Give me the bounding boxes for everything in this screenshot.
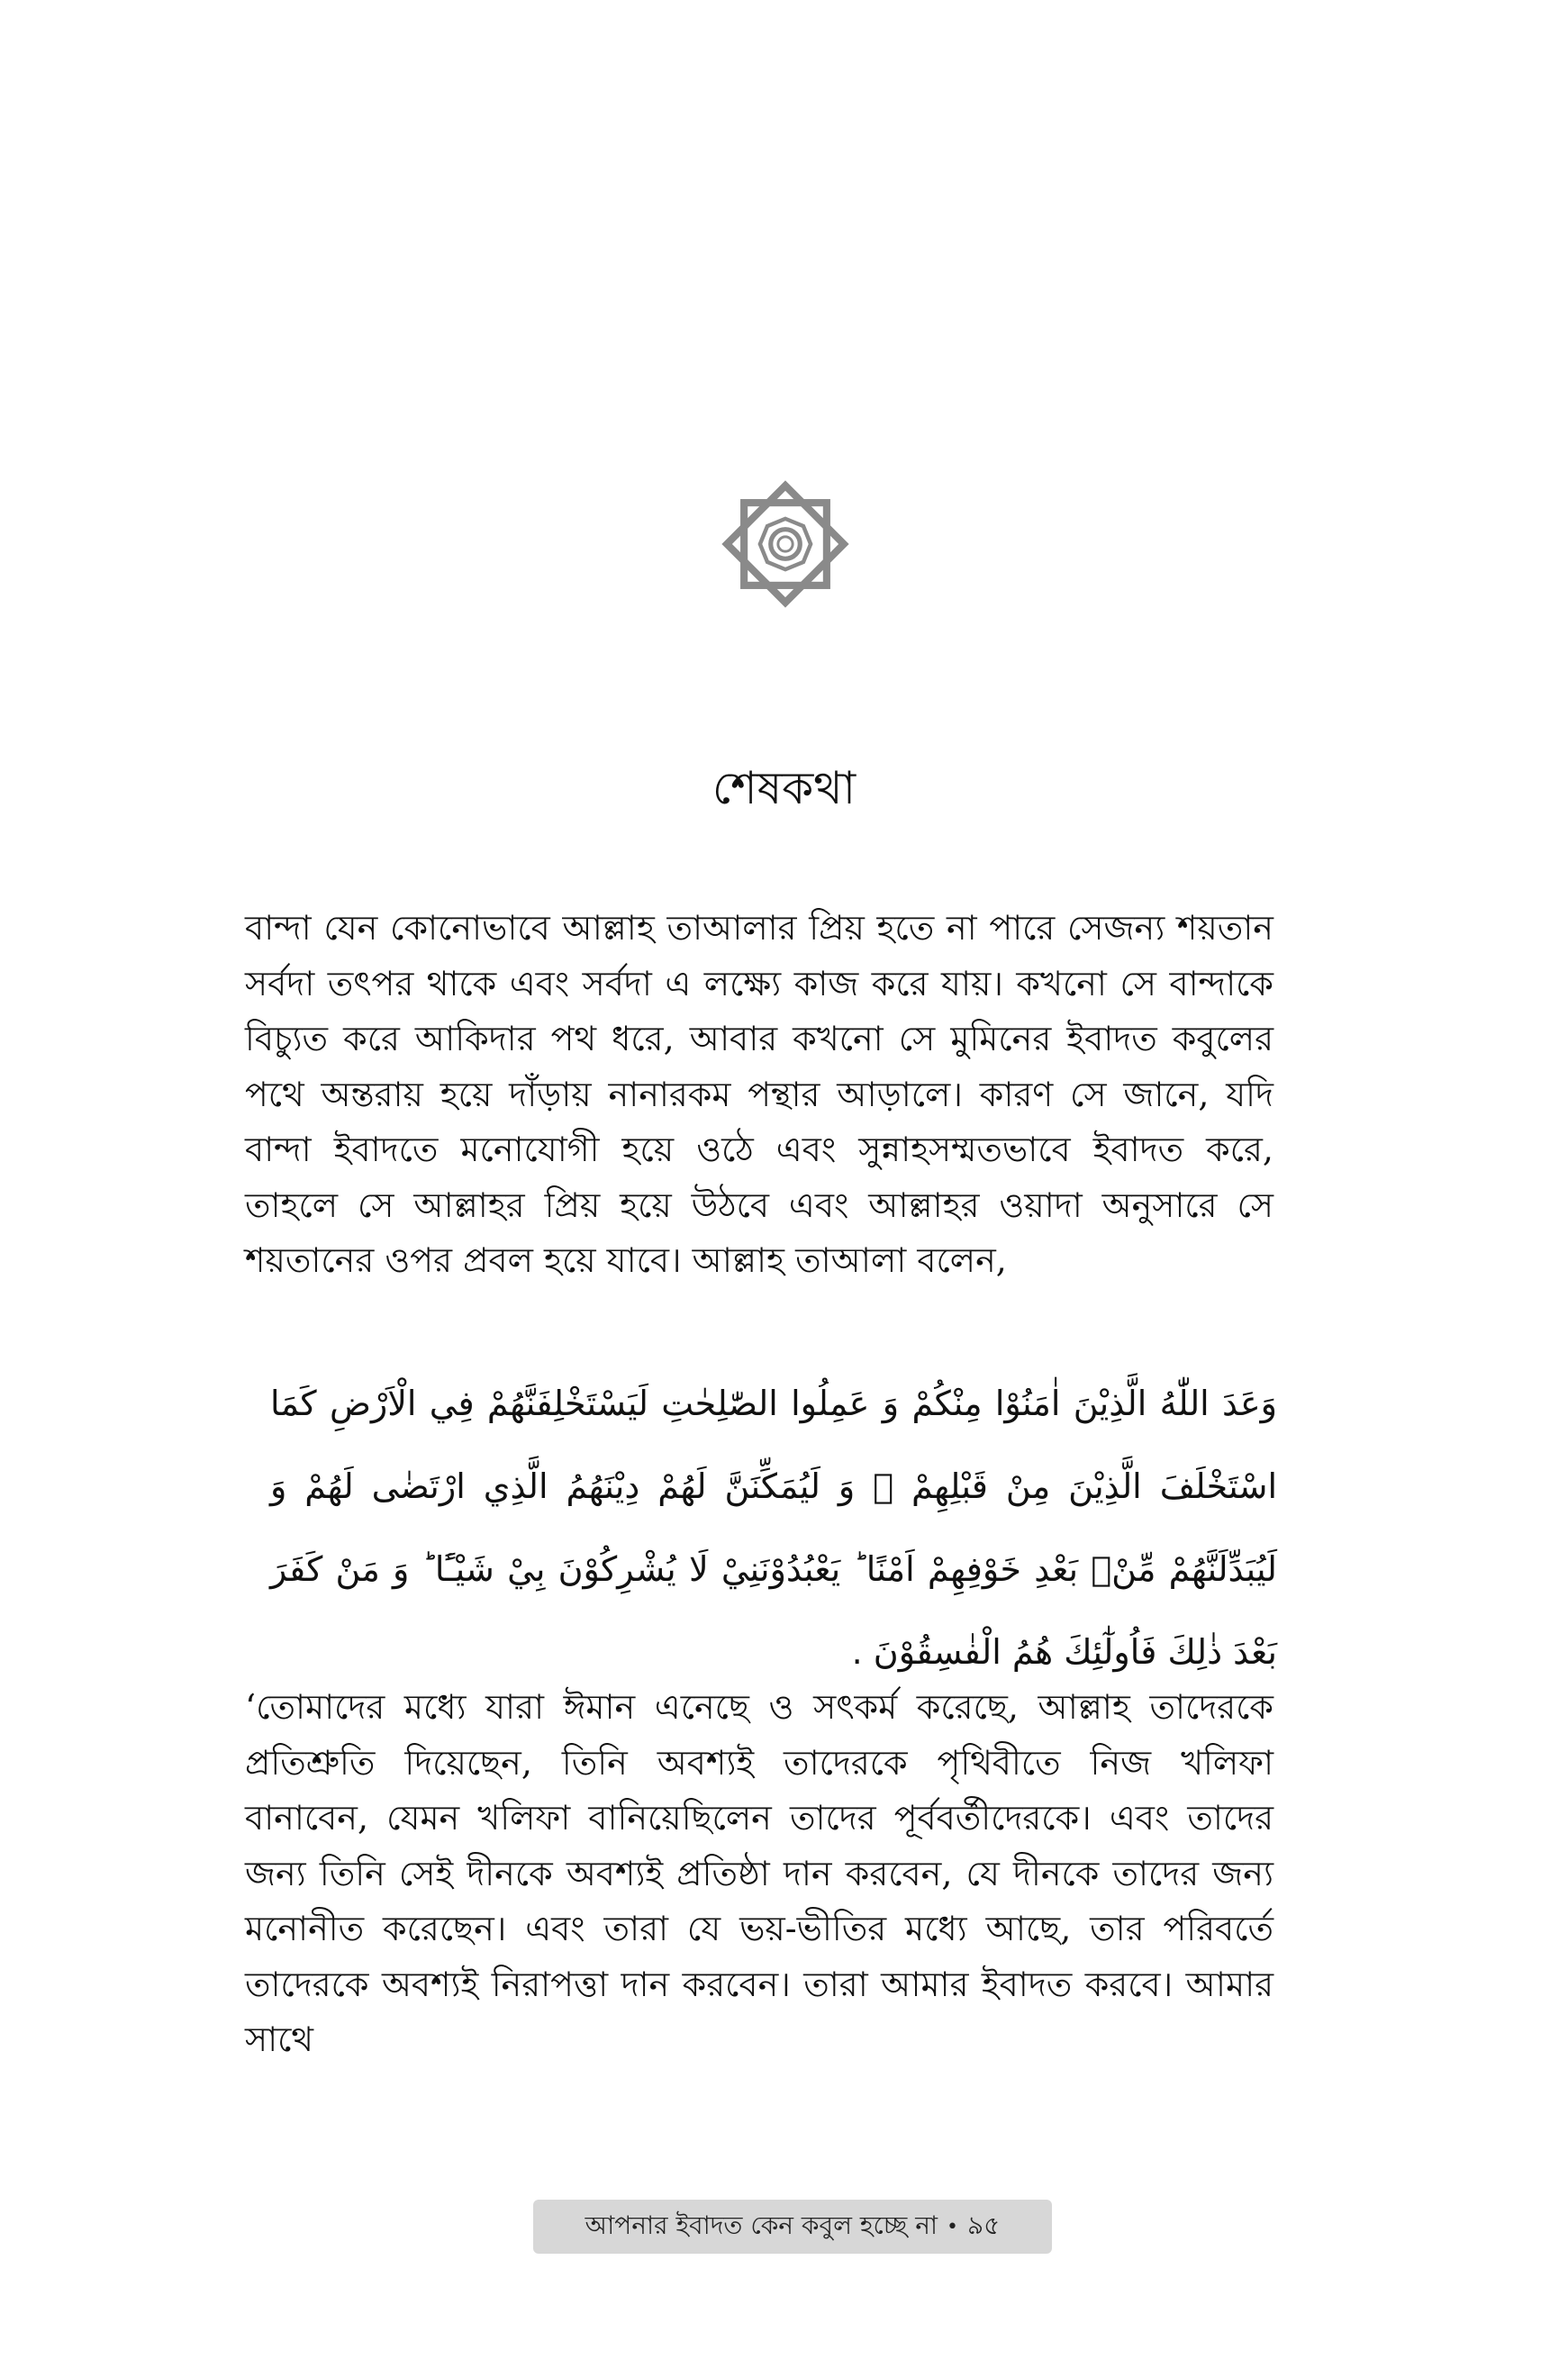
arabic-verse: وَعَدَ اللّٰهُ الَّذِيْنَ اٰمَنُوْا مِنْكُمْ وَ عَمِلُوا الصّٰلِحٰتِ لَيَسْتَخْلِفَنَّهُمْ فِي الْاَرْضِ كَمَا اسْتَخْلَفَ الَّذِيْنَ مِنْ قَبْلِهِمْ ۪ وَ لَيُمَكِّنَنَّ لَهُمْ دِيْنَهُمُ الَّذِي ارْتَضٰى لَهُمْ وَ لَيُبَدِّلَنَّهُمْ مِّنْۢ بَعْدِ خَوْفِهِمْ اَمْنًا ؕ يَعْبُدُوْنَنِيْ لَا يُشْرِكُوْنَ بِيْ شَيْـًٔا ؕ وَ مَنْ كَفَرَ بَعْدَ ذٰلِكَ فَاُولٰٓئِكَ هُمُ الْفٰسِقُوْنَ . <box>270 1384 1277 1672</box>
octagram-ornament-icon <box>719 477 852 611</box>
chapter-title: শেষকথা <box>711 762 857 814</box>
footer-bullet: • <box>947 2215 959 2238</box>
verse-translation-paragraph: ‘তোমাদের মধ্যে যারা ঈমান এনেছে ও সৎকর্ম করেছে, আল্লাহ তাদেরকে প্রতিশ্রুতি দিয়েছেন, তিনি অবশ্যই তাদেরকে পৃথিবীতে নিজ খলিফা বানাবেন, যেমন খলিফা বানিয়েছিলেন তাদের পূর্ববর্তীদেরকে। এবং তাদের জন্য তিনি সেই দীনকে অবশ্যই প্রতিষ্ঠা দান করবেন, যে দীনকে তাদের জন্য মনোনীত করেছেন। এবং তারা যে ভয়-ভীতির মধ্যে আছে, তার পরিবর্তে তাদেরকে অবশ্যই নিরাপত্তা দান করবেন। তারা আমার ইবাদত করবে। আমার সাথে <box>245 1687 1273 2059</box>
page-number: ৯৫ <box>967 2210 1001 2240</box>
footer-book-title: আপনার ইবাদত কেন কবুল হচ্ছে না <box>585 2210 938 2240</box>
page-footer <box>533 2200 1052 2254</box>
body-paragraph: বান্দা যেন কোনোভাবে আল্লাহ তাআলার প্রিয় হতে না পারে সেজন্য শয়তান সর্বদা তৎপর থাকে এবং সর্বদা এ লক্ষ্যে কাজ করে যায়। কখনো সে বান্দাকে বিচ্যুত করে আকিদার পথ ধরে, আবার কখনো সে মুমিনের ইবাদত কবুলের পথে অন্তরায় হয়ে দাঁড়ায় নানারকম পন্থার আড়ালে। কারণ সে জানে, যদি বান্দা ইবাদতে মনোযোগী হয়ে ওঠে এবং সুন্নাহসম্মতভাবে ইবাদত করে, তাহলে সে আল্লাহর প্রিয় হয়ে উঠবে এবং আল্লাহর ওয়াদা অনুসারে সে শয়তানের ওপর প্রবল হয়ে যাবে। আল্লাহ তাআলা বলেন, <box>245 908 1273 1280</box>
